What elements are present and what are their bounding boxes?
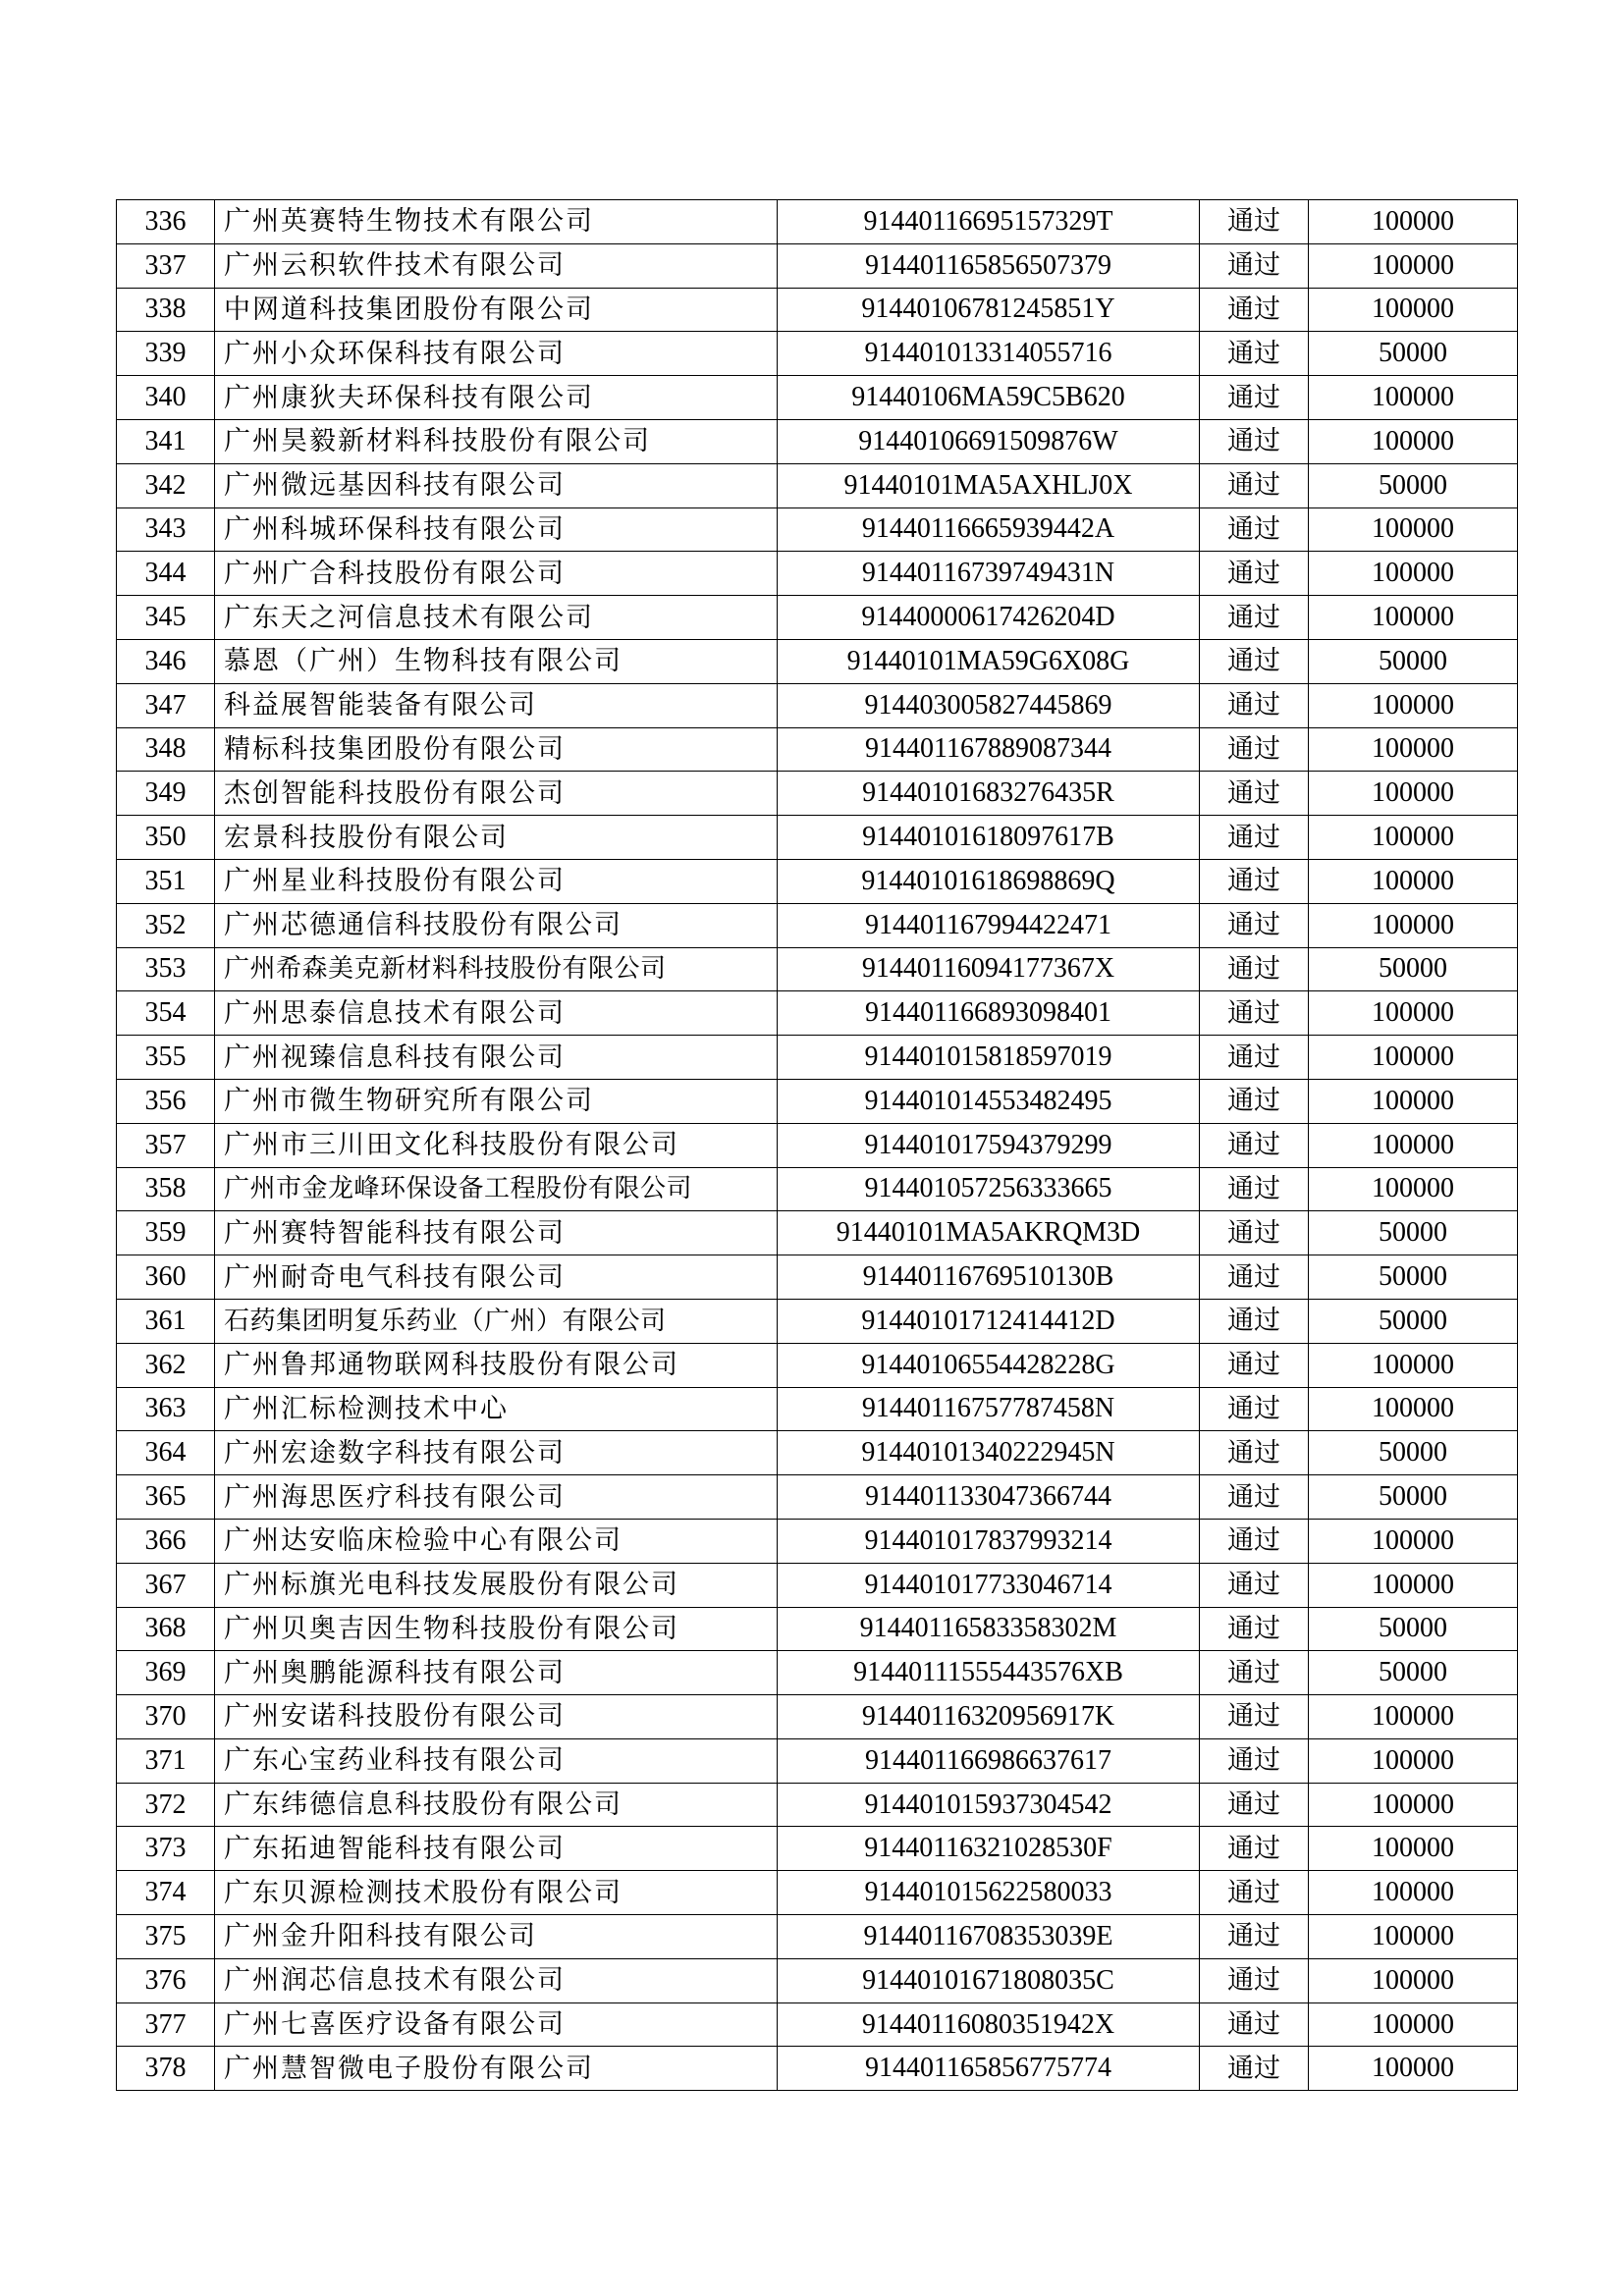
credit-code-cell: 91440111555443576XB: [778, 1651, 1200, 1695]
table-row: [117, 596, 1518, 640]
company-name-cell: 广州金升阳科技有限公司: [215, 1915, 778, 1959]
company-name-cell: 中网道科技集团股份有限公司: [215, 288, 778, 332]
amount-cell: 100000: [1309, 903, 1518, 947]
result-cell: 通过: [1200, 1475, 1309, 1520]
amount-cell: 100000: [1309, 1343, 1518, 1387]
row-number-cell: 368: [117, 1607, 215, 1651]
amount-cell: 100000: [1309, 2047, 1518, 2091]
row-number-cell: 378: [117, 2047, 215, 2091]
row-number-cell: 337: [117, 243, 215, 288]
amount-cell: 100000: [1309, 1519, 1518, 1563]
table-row: [117, 2002, 1518, 2047]
table-row: [117, 991, 1518, 1036]
credit-code-cell: 914401017733046714: [778, 1563, 1200, 1607]
row-number-cell: 340: [117, 376, 215, 420]
credit-code-cell: 914401015937304542: [778, 1783, 1200, 1827]
company-name-cell: 科益展智能装备有限公司: [215, 683, 778, 727]
company-name-cell: 广州汇标检测技术中心: [215, 1387, 778, 1431]
amount-cell: 100000: [1309, 1387, 1518, 1431]
credit-code-cell: 91440116695157329T: [778, 200, 1200, 244]
credit-code-cell: 91440116583358302M: [778, 1607, 1200, 1651]
result-cell: 通过: [1200, 1343, 1309, 1387]
table-row: [117, 947, 1518, 991]
company-name-cell: 广州奥鹏能源科技有限公司: [215, 1651, 778, 1695]
credit-code-cell: 914403005827445869: [778, 683, 1200, 727]
amount-cell: 50000: [1309, 947, 1518, 991]
result-cell: 通过: [1200, 1123, 1309, 1167]
table-row: [117, 1915, 1518, 1959]
row-number-cell: 353: [117, 947, 215, 991]
row-number-cell: 375: [117, 1915, 215, 1959]
amount-cell: 100000: [1309, 1123, 1518, 1167]
table-row: [117, 1036, 1518, 1080]
table-row: [117, 552, 1518, 596]
row-number-cell: 344: [117, 552, 215, 596]
credit-code-cell: 914401166986637617: [778, 1738, 1200, 1783]
credit-code-cell: 91440101671808035C: [778, 1958, 1200, 2002]
company-name-cell: 广东天之河信息技术有限公司: [215, 596, 778, 640]
table-row: [117, 1519, 1518, 1563]
result-cell: 通过: [1200, 772, 1309, 816]
result-cell: 通过: [1200, 1387, 1309, 1431]
credit-code-cell: 91440116708353039E: [778, 1915, 1200, 1959]
amount-cell: 100000: [1309, 1915, 1518, 1959]
row-number-cell: 354: [117, 991, 215, 1036]
row-number-cell: 338: [117, 288, 215, 332]
table-row: [117, 1123, 1518, 1167]
company-name-cell: 广东纬德信息科技股份有限公司: [215, 1783, 778, 1827]
amount-cell: 100000: [1309, 1036, 1518, 1080]
amount-cell: 100000: [1309, 596, 1518, 640]
company-name-cell: 杰创智能科技股份有限公司: [215, 772, 778, 816]
company-name-cell: 广州宏途数字科技有限公司: [215, 1431, 778, 1475]
table-row: [117, 903, 1518, 947]
company-name-cell: 石药集团明复乐药业（广州）有限公司: [215, 1299, 778, 1343]
result-cell: 通过: [1200, 419, 1309, 463]
row-number-cell: 369: [117, 1651, 215, 1695]
result-cell: 通过: [1200, 552, 1309, 596]
row-number-cell: 342: [117, 463, 215, 507]
table-row: [117, 376, 1518, 420]
company-name-cell: 广州赛特智能科技有限公司: [215, 1211, 778, 1255]
row-number-cell: 371: [117, 1738, 215, 1783]
company-name-cell: 广州慧智微电子股份有限公司: [215, 2047, 778, 2091]
credit-code-cell: 91440000617426204D: [778, 596, 1200, 640]
result-cell: 通过: [1200, 1695, 1309, 1739]
table-row: [117, 419, 1518, 463]
credit-code-cell: 91440101618698869Q: [778, 859, 1200, 903]
result-cell: 通过: [1200, 1738, 1309, 1783]
amount-cell: 50000: [1309, 332, 1518, 376]
result-cell: 通过: [1200, 2047, 1309, 2091]
company-name-cell: 广州科城环保科技有限公司: [215, 507, 778, 552]
table-row: [117, 2047, 1518, 2091]
credit-code-cell: 91440116739749431N: [778, 552, 1200, 596]
amount-cell: 100000: [1309, 859, 1518, 903]
amount-cell: 50000: [1309, 1299, 1518, 1343]
table-row: [117, 1343, 1518, 1387]
row-number-cell: 341: [117, 419, 215, 463]
amount-cell: 100000: [1309, 2002, 1518, 2047]
table-row: [117, 1695, 1518, 1739]
company-name-cell: 广州鲁邦通物联网科技股份有限公司: [215, 1343, 778, 1387]
result-cell: 通过: [1200, 1827, 1309, 1871]
table-row: [117, 332, 1518, 376]
amount-cell: 50000: [1309, 1211, 1518, 1255]
table-row: [117, 727, 1518, 772]
amount-cell: 100000: [1309, 1079, 1518, 1123]
company-name-cell: 广东拓迪智能科技有限公司: [215, 1827, 778, 1871]
credit-code-cell: 91440101618097617B: [778, 816, 1200, 860]
table-row: [117, 243, 1518, 288]
table-row: [117, 1255, 1518, 1300]
result-cell: 通过: [1200, 332, 1309, 376]
credit-code-cell: 914401017837993214: [778, 1519, 1200, 1563]
credit-code-cell: 914401165856507379: [778, 243, 1200, 288]
credit-code-cell: 91440106781245851Y: [778, 288, 1200, 332]
amount-cell: 50000: [1309, 1607, 1518, 1651]
company-name-cell: 广州小众环保科技有限公司: [215, 332, 778, 376]
table-row: [117, 859, 1518, 903]
table-row: [117, 1783, 1518, 1827]
company-name-cell: 广州微远基因科技有限公司: [215, 463, 778, 507]
row-number-cell: 347: [117, 683, 215, 727]
company-name-cell: 慕恩（广州）生物科技有限公司: [215, 639, 778, 683]
result-cell: 通过: [1200, 1036, 1309, 1080]
amount-cell: 100000: [1309, 288, 1518, 332]
result-cell: 通过: [1200, 243, 1309, 288]
amount-cell: 100000: [1309, 200, 1518, 244]
row-number-cell: 374: [117, 1871, 215, 1915]
row-number-cell: 367: [117, 1563, 215, 1607]
company-name-cell: 宏景科技股份有限公司: [215, 816, 778, 860]
company-name-cell: 精标科技集团股份有限公司: [215, 727, 778, 772]
company-name-cell: 广州市微生物研究所有限公司: [215, 1079, 778, 1123]
company-name-cell: 广州星业科技股份有限公司: [215, 859, 778, 903]
amount-cell: 100000: [1309, 816, 1518, 860]
credit-code-cell: 91440101683276435R: [778, 772, 1200, 816]
table-row: [117, 463, 1518, 507]
result-cell: 通过: [1200, 1651, 1309, 1695]
table-row: [117, 1299, 1518, 1343]
amount-cell: 100000: [1309, 727, 1518, 772]
amount-cell: 100000: [1309, 507, 1518, 552]
result-cell: 通过: [1200, 1783, 1309, 1827]
company-list-table: [116, 199, 1518, 2091]
credit-code-cell: 91440106554428228G: [778, 1343, 1200, 1387]
amount-cell: 100000: [1309, 1695, 1518, 1739]
amount-cell: 100000: [1309, 419, 1518, 463]
row-number-cell: 377: [117, 2002, 215, 2047]
credit-code-cell: 914401014553482495: [778, 1079, 1200, 1123]
credit-code-cell: 91440101340222945N: [778, 1431, 1200, 1475]
amount-cell: 100000: [1309, 1827, 1518, 1871]
company-name-cell: 广东贝源检测技术股份有限公司: [215, 1871, 778, 1915]
result-cell: 通过: [1200, 463, 1309, 507]
amount-cell: 100000: [1309, 552, 1518, 596]
result-cell: 通过: [1200, 1211, 1309, 1255]
result-cell: 通过: [1200, 727, 1309, 772]
credit-code-cell: 914401167889087344: [778, 727, 1200, 772]
credit-code-cell: 914401013314055716: [778, 332, 1200, 376]
result-cell: 通过: [1200, 288, 1309, 332]
table-row: [117, 639, 1518, 683]
credit-code-cell: 91440116080351942X: [778, 2002, 1200, 2047]
amount-cell: 100000: [1309, 772, 1518, 816]
credit-code-cell: 914401015818597019: [778, 1036, 1200, 1080]
result-cell: 通过: [1200, 596, 1309, 640]
row-number-cell: 365: [117, 1475, 215, 1520]
credit-code-cell: 914401166893098401: [778, 991, 1200, 1036]
company-name-cell: 广州耐奇电气科技有限公司: [215, 1255, 778, 1300]
credit-code-cell: 91440116665939442A: [778, 507, 1200, 552]
credit-code-cell: 91440106691509876W: [778, 419, 1200, 463]
company-name-cell: 广州视臻信息科技有限公司: [215, 1036, 778, 1080]
credit-code-cell: 914401017594379299: [778, 1123, 1200, 1167]
amount-cell: 100000: [1309, 1167, 1518, 1211]
row-number-cell: 352: [117, 903, 215, 947]
table-row: [117, 507, 1518, 552]
row-number-cell: 355: [117, 1036, 215, 1080]
result-cell: 通过: [1200, 683, 1309, 727]
table-row: [117, 1958, 1518, 2002]
credit-code-cell: 914401167994422471: [778, 903, 1200, 947]
row-number-cell: 350: [117, 816, 215, 860]
table-row: [117, 1651, 1518, 1695]
table-row: [117, 1431, 1518, 1475]
result-cell: 通过: [1200, 200, 1309, 244]
result-cell: 通过: [1200, 947, 1309, 991]
table-row: [117, 1475, 1518, 1520]
result-cell: 通过: [1200, 2002, 1309, 2047]
amount-cell: 50000: [1309, 463, 1518, 507]
table-row: [117, 1738, 1518, 1783]
company-name-cell: 广东心宝药业科技有限公司: [215, 1738, 778, 1783]
result-cell: 通过: [1200, 376, 1309, 420]
result-cell: 通过: [1200, 639, 1309, 683]
row-number-cell: 357: [117, 1123, 215, 1167]
row-number-cell: 361: [117, 1299, 215, 1343]
company-name-cell: 广州市三川田文化科技股份有限公司: [215, 1123, 778, 1167]
company-name-cell: 广州安诺科技股份有限公司: [215, 1695, 778, 1739]
credit-code-cell: 914401165856775774: [778, 2047, 1200, 2091]
amount-cell: 50000: [1309, 639, 1518, 683]
credit-code-cell: 91440101MA5AXHLJ0X: [778, 463, 1200, 507]
result-cell: 通过: [1200, 1079, 1309, 1123]
result-cell: 通过: [1200, 1519, 1309, 1563]
amount-cell: 100000: [1309, 1783, 1518, 1827]
credit-code-cell: 91440116769510130B: [778, 1255, 1200, 1300]
company-name-cell: 广州康狄夫环保科技有限公司: [215, 376, 778, 420]
amount-cell: 100000: [1309, 376, 1518, 420]
credit-code-cell: 91440116094177367X: [778, 947, 1200, 991]
table-row: [117, 1211, 1518, 1255]
table-row: [117, 1871, 1518, 1915]
result-cell: 通过: [1200, 903, 1309, 947]
amount-cell: 100000: [1309, 683, 1518, 727]
row-number-cell: 364: [117, 1431, 215, 1475]
table-row: [117, 683, 1518, 727]
credit-code-cell: 914401057256333665: [778, 1167, 1200, 1211]
row-number-cell: 360: [117, 1255, 215, 1300]
result-cell: 通过: [1200, 859, 1309, 903]
company-name-cell: 广州昊毅新材料科技股份有限公司: [215, 419, 778, 463]
row-number-cell: 346: [117, 639, 215, 683]
table-body: [117, 200, 1518, 2091]
company-name-cell: 广州标旗光电科技发展股份有限公司: [215, 1563, 778, 1607]
table-row: [117, 1079, 1518, 1123]
result-cell: 通过: [1200, 507, 1309, 552]
result-cell: 通过: [1200, 1299, 1309, 1343]
company-name-cell: 广州七喜医疗设备有限公司: [215, 2002, 778, 2047]
result-cell: 通过: [1200, 1563, 1309, 1607]
row-number-cell: 351: [117, 859, 215, 903]
table-row: [117, 1607, 1518, 1651]
amount-cell: 100000: [1309, 1563, 1518, 1607]
credit-code-cell: 91440116320956917K: [778, 1695, 1200, 1739]
result-cell: 通过: [1200, 1915, 1309, 1959]
row-number-cell: 370: [117, 1695, 215, 1739]
result-cell: 通过: [1200, 1607, 1309, 1651]
table-row: [117, 1563, 1518, 1607]
result-cell: 通过: [1200, 991, 1309, 1036]
amount-cell: 50000: [1309, 1431, 1518, 1475]
amount-cell: 100000: [1309, 1958, 1518, 2002]
credit-code-cell: 91440116757787458N: [778, 1387, 1200, 1431]
company-name-cell: 广州达安临床检验中心有限公司: [215, 1519, 778, 1563]
table-row: [117, 1827, 1518, 1871]
row-number-cell: 372: [117, 1783, 215, 1827]
table-row: [117, 288, 1518, 332]
amount-cell: 100000: [1309, 243, 1518, 288]
table-row: [117, 200, 1518, 244]
row-number-cell: 356: [117, 1079, 215, 1123]
credit-code-cell: 91440106MA59C5B620: [778, 376, 1200, 420]
amount-cell: 100000: [1309, 1871, 1518, 1915]
result-cell: 通过: [1200, 1255, 1309, 1300]
company-name-cell: 广州润芯信息技术有限公司: [215, 1958, 778, 2002]
table-row: [117, 816, 1518, 860]
credit-code-cell: 91440101MA5AKRQM3D: [778, 1211, 1200, 1255]
row-number-cell: 336: [117, 200, 215, 244]
credit-code-cell: 914401133047366744: [778, 1475, 1200, 1520]
row-number-cell: 343: [117, 507, 215, 552]
row-number-cell: 359: [117, 1211, 215, 1255]
row-number-cell: 358: [117, 1167, 215, 1211]
row-number-cell: 366: [117, 1519, 215, 1563]
row-number-cell: 363: [117, 1387, 215, 1431]
company-name-cell: 广州广合科技股份有限公司: [215, 552, 778, 596]
company-name-cell: 广州思泰信息技术有限公司: [215, 991, 778, 1036]
credit-code-cell: 91440101MA59G6X08G: [778, 639, 1200, 683]
table-row: [117, 772, 1518, 816]
row-number-cell: 345: [117, 596, 215, 640]
result-cell: 通过: [1200, 1871, 1309, 1915]
company-name-cell: 广州贝奥吉因生物科技股份有限公司: [215, 1607, 778, 1651]
amount-cell: 50000: [1309, 1651, 1518, 1695]
result-cell: 通过: [1200, 1167, 1309, 1211]
credit-code-cell: 91440116321028530F: [778, 1827, 1200, 1871]
amount-cell: 100000: [1309, 1738, 1518, 1783]
row-number-cell: 362: [117, 1343, 215, 1387]
company-name-cell: 广州海思医疗科技有限公司: [215, 1475, 778, 1520]
result-cell: 通过: [1200, 1958, 1309, 2002]
amount-cell: 50000: [1309, 1255, 1518, 1300]
table-row: [117, 1167, 1518, 1211]
amount-cell: 100000: [1309, 991, 1518, 1036]
company-name-cell: 广州英赛特生物技术有限公司: [215, 200, 778, 244]
amount-cell: 50000: [1309, 1475, 1518, 1520]
result-cell: 通过: [1200, 816, 1309, 860]
row-number-cell: 348: [117, 727, 215, 772]
credit-code-cell: 914401015622580033: [778, 1871, 1200, 1915]
row-number-cell: 339: [117, 332, 215, 376]
company-name-cell: 广州云积软件技术有限公司: [215, 243, 778, 288]
result-cell: 通过: [1200, 1431, 1309, 1475]
table-row: [117, 1387, 1518, 1431]
company-name-cell: 广州市金龙峰环保设备工程股份有限公司: [215, 1167, 778, 1211]
row-number-cell: 349: [117, 772, 215, 816]
company-name-cell: 广州希森美克新材料科技股份有限公司: [215, 947, 778, 991]
company-name-cell: 广州芯德通信科技股份有限公司: [215, 903, 778, 947]
credit-code-cell: 91440101712414412D: [778, 1299, 1200, 1343]
row-number-cell: 376: [117, 1958, 215, 2002]
row-number-cell: 373: [117, 1827, 215, 1871]
